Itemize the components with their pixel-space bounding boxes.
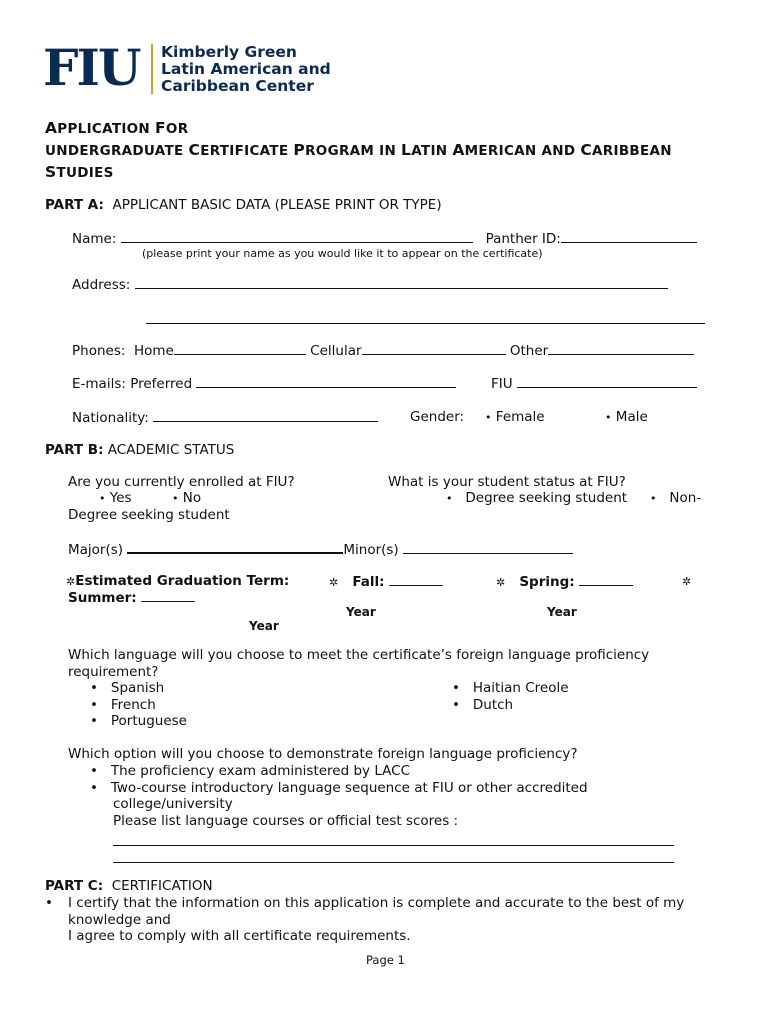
- major-label: Major(s): [68, 542, 124, 558]
- name-row: [72, 230, 697, 247]
- emails-row: [72, 375, 456, 392]
- part-a-heading: PART A: APPLICANT BASIC DATA (PLEASE PRINT OR TYPE): [45, 197, 442, 213]
- summer-year-field[interactable]: [141, 589, 195, 602]
- bullet-icon: •: [446, 492, 453, 505]
- bullet-icon: •: [485, 411, 492, 424]
- language-option-portuguese[interactable]: • Portuguese: [90, 713, 187, 729]
- bullet-icon: •: [605, 411, 612, 424]
- enrolled-no-option[interactable]: • No: [172, 490, 202, 506]
- fiu-email-field[interactable]: [517, 375, 697, 388]
- minor-label: Minor(s): [343, 542, 399, 558]
- courses-field-1[interactable]: [113, 833, 674, 850]
- name-field[interactable]: [121, 230, 473, 243]
- bullet-icon: •: [172, 492, 179, 505]
- bullet-icon: •: [90, 779, 98, 796]
- option-two-course[interactable]: • Two-course introductory language sequence at FIU or other accredited: [90, 779, 588, 796]
- phones-row: [72, 342, 694, 359]
- gender-female-option[interactable]: • Female: [485, 409, 545, 425]
- language-option-spanish[interactable]: • Spanish: [90, 680, 165, 696]
- language-list-right: [452, 680, 569, 713]
- address-row: [72, 276, 668, 293]
- minor-field[interactable]: [403, 541, 573, 554]
- spring-year-field[interactable]: [579, 573, 633, 586]
- panther-id-label: Panther ID:: [485, 231, 561, 247]
- preferred-email-field[interactable]: [196, 375, 456, 388]
- nationality-field[interactable]: [153, 409, 378, 422]
- address-row-2: [146, 311, 705, 328]
- spring-year-hint: Year: [547, 605, 577, 619]
- asterisk-icon: ✲: [496, 576, 506, 589]
- bullet-icon: •: [90, 680, 98, 696]
- cert-bullet-icon: •: [45, 895, 53, 911]
- bullet-icon: •: [90, 713, 98, 729]
- name-hint: (please print your name as you would like it to appear on the certificate): [142, 247, 543, 260]
- nationality-label: Nationality:: [72, 410, 149, 426]
- cellular-label: Cellular: [310, 343, 362, 359]
- gender-label: Gender:: [410, 409, 465, 425]
- bullet-icon: •: [90, 763, 98, 779]
- phones-label: Phones:: [72, 343, 126, 359]
- part-c-heading: PART C: CERTIFICATION: [45, 878, 213, 894]
- part-b-heading: PART B: ACADEMIC STATUS: [45, 442, 235, 458]
- major-minor-row: [68, 540, 573, 558]
- language-option-french[interactable]: • French: [90, 696, 156, 713]
- language-option-dutch[interactable]: • Dutch: [452, 696, 514, 713]
- list-prompt: Please list language courses or official test scores :: [113, 812, 459, 829]
- document-title: APPLICATION FOR UNDERGRADUATE CERTIFICATE PROGRAM IN LATIN AMERICAN AND CARIBBEAN STUDIES: [45, 119, 672, 181]
- option-proficiency-exam[interactable]: • The proficiency exam administered by LACC: [90, 763, 411, 779]
- fall-year-field[interactable]: [389, 573, 443, 586]
- major-field[interactable]: [127, 540, 343, 554]
- home-label: Home: [134, 343, 174, 359]
- name-label: Name:: [72, 231, 117, 247]
- fiu-email-label: FIU: [491, 376, 513, 392]
- enrolled-question: Are you currently enrolled at FIU?: [68, 474, 295, 490]
- center-name-line2: Latin American and: [161, 60, 331, 78]
- gender-male-option[interactable]: • Male: [605, 409, 648, 425]
- address-field-1[interactable]: [135, 276, 668, 289]
- address-label: Address:: [72, 277, 131, 293]
- center-name-line3: Caribbean Center: [161, 77, 314, 95]
- option-two-course-cont: college/university: [113, 796, 233, 812]
- language-option-haitian-creole[interactable]: • Haitian Creole: [452, 680, 569, 696]
- center-name-line1: Kimberly Green: [161, 43, 297, 61]
- asterisk-icon: ✲: [66, 575, 76, 588]
- summer-year-hint: Year: [249, 619, 279, 633]
- grad-term-label: Estimated Graduation Term:: [75, 573, 290, 589]
- asterisk-icon: ✲: [329, 576, 339, 589]
- courses-field-2[interactable]: [113, 850, 674, 867]
- language-question: Which language will you choose to meet the certificate’s foreign language proficiency requirement?: [68, 647, 650, 680]
- home-phone-field[interactable]: [174, 342, 306, 355]
- fiu-email-row: [491, 375, 697, 392]
- summer-option[interactable]: Summer:: [68, 589, 195, 606]
- option-question: Which option will you choose to demonstrate foreign language proficiency?: [68, 746, 578, 762]
- bullet-icon: •: [650, 492, 657, 505]
- nationality-row: [72, 409, 378, 426]
- emails-label: E-mails: Preferred: [72, 376, 193, 392]
- panther-id-field[interactable]: [561, 230, 697, 243]
- option-list: [90, 763, 588, 829]
- bullet-icon: •: [452, 680, 460, 696]
- other-label: Other: [509, 343, 549, 359]
- spring-option[interactable]: ✲ Spring:: [496, 573, 633, 590]
- other-phone-field[interactable]: [548, 342, 694, 355]
- status-degree-option[interactable]: • Degree seeking student: [446, 490, 628, 506]
- address-field-2[interactable]: [146, 311, 705, 324]
- cellular-phone-field[interactable]: [362, 342, 506, 355]
- grad-term-row: [66, 573, 289, 589]
- center-name: [161, 44, 331, 95]
- certification-text: I certify that the information on this application is complete and accurate to the best of my knowledge and I agree to comply with all certificate requirements.: [68, 895, 685, 944]
- fiu-logo: FIU: [43, 38, 140, 97]
- status-question: What is your student status at FIU?: [388, 474, 626, 490]
- bullet-icon: •: [452, 696, 460, 713]
- bullet-icon: •: [90, 696, 98, 713]
- fall-option[interactable]: ✲ Fall:: [329, 573, 443, 590]
- bullet-icon: •: [99, 492, 106, 505]
- status-non-degree-option[interactable]: • Non-: [650, 490, 702, 506]
- logo-divider: [151, 44, 153, 94]
- summer-asterisk-icon: ✲: [682, 575, 692, 588]
- status-non-degree-label-cont: Degree seeking student: [68, 507, 230, 523]
- enrolled-yes-option[interactable]: • Yes: [99, 490, 132, 506]
- fall-year-hint: Year: [346, 605, 376, 619]
- language-list-left: [90, 680, 187, 730]
- page-number: Page 1: [366, 953, 405, 967]
